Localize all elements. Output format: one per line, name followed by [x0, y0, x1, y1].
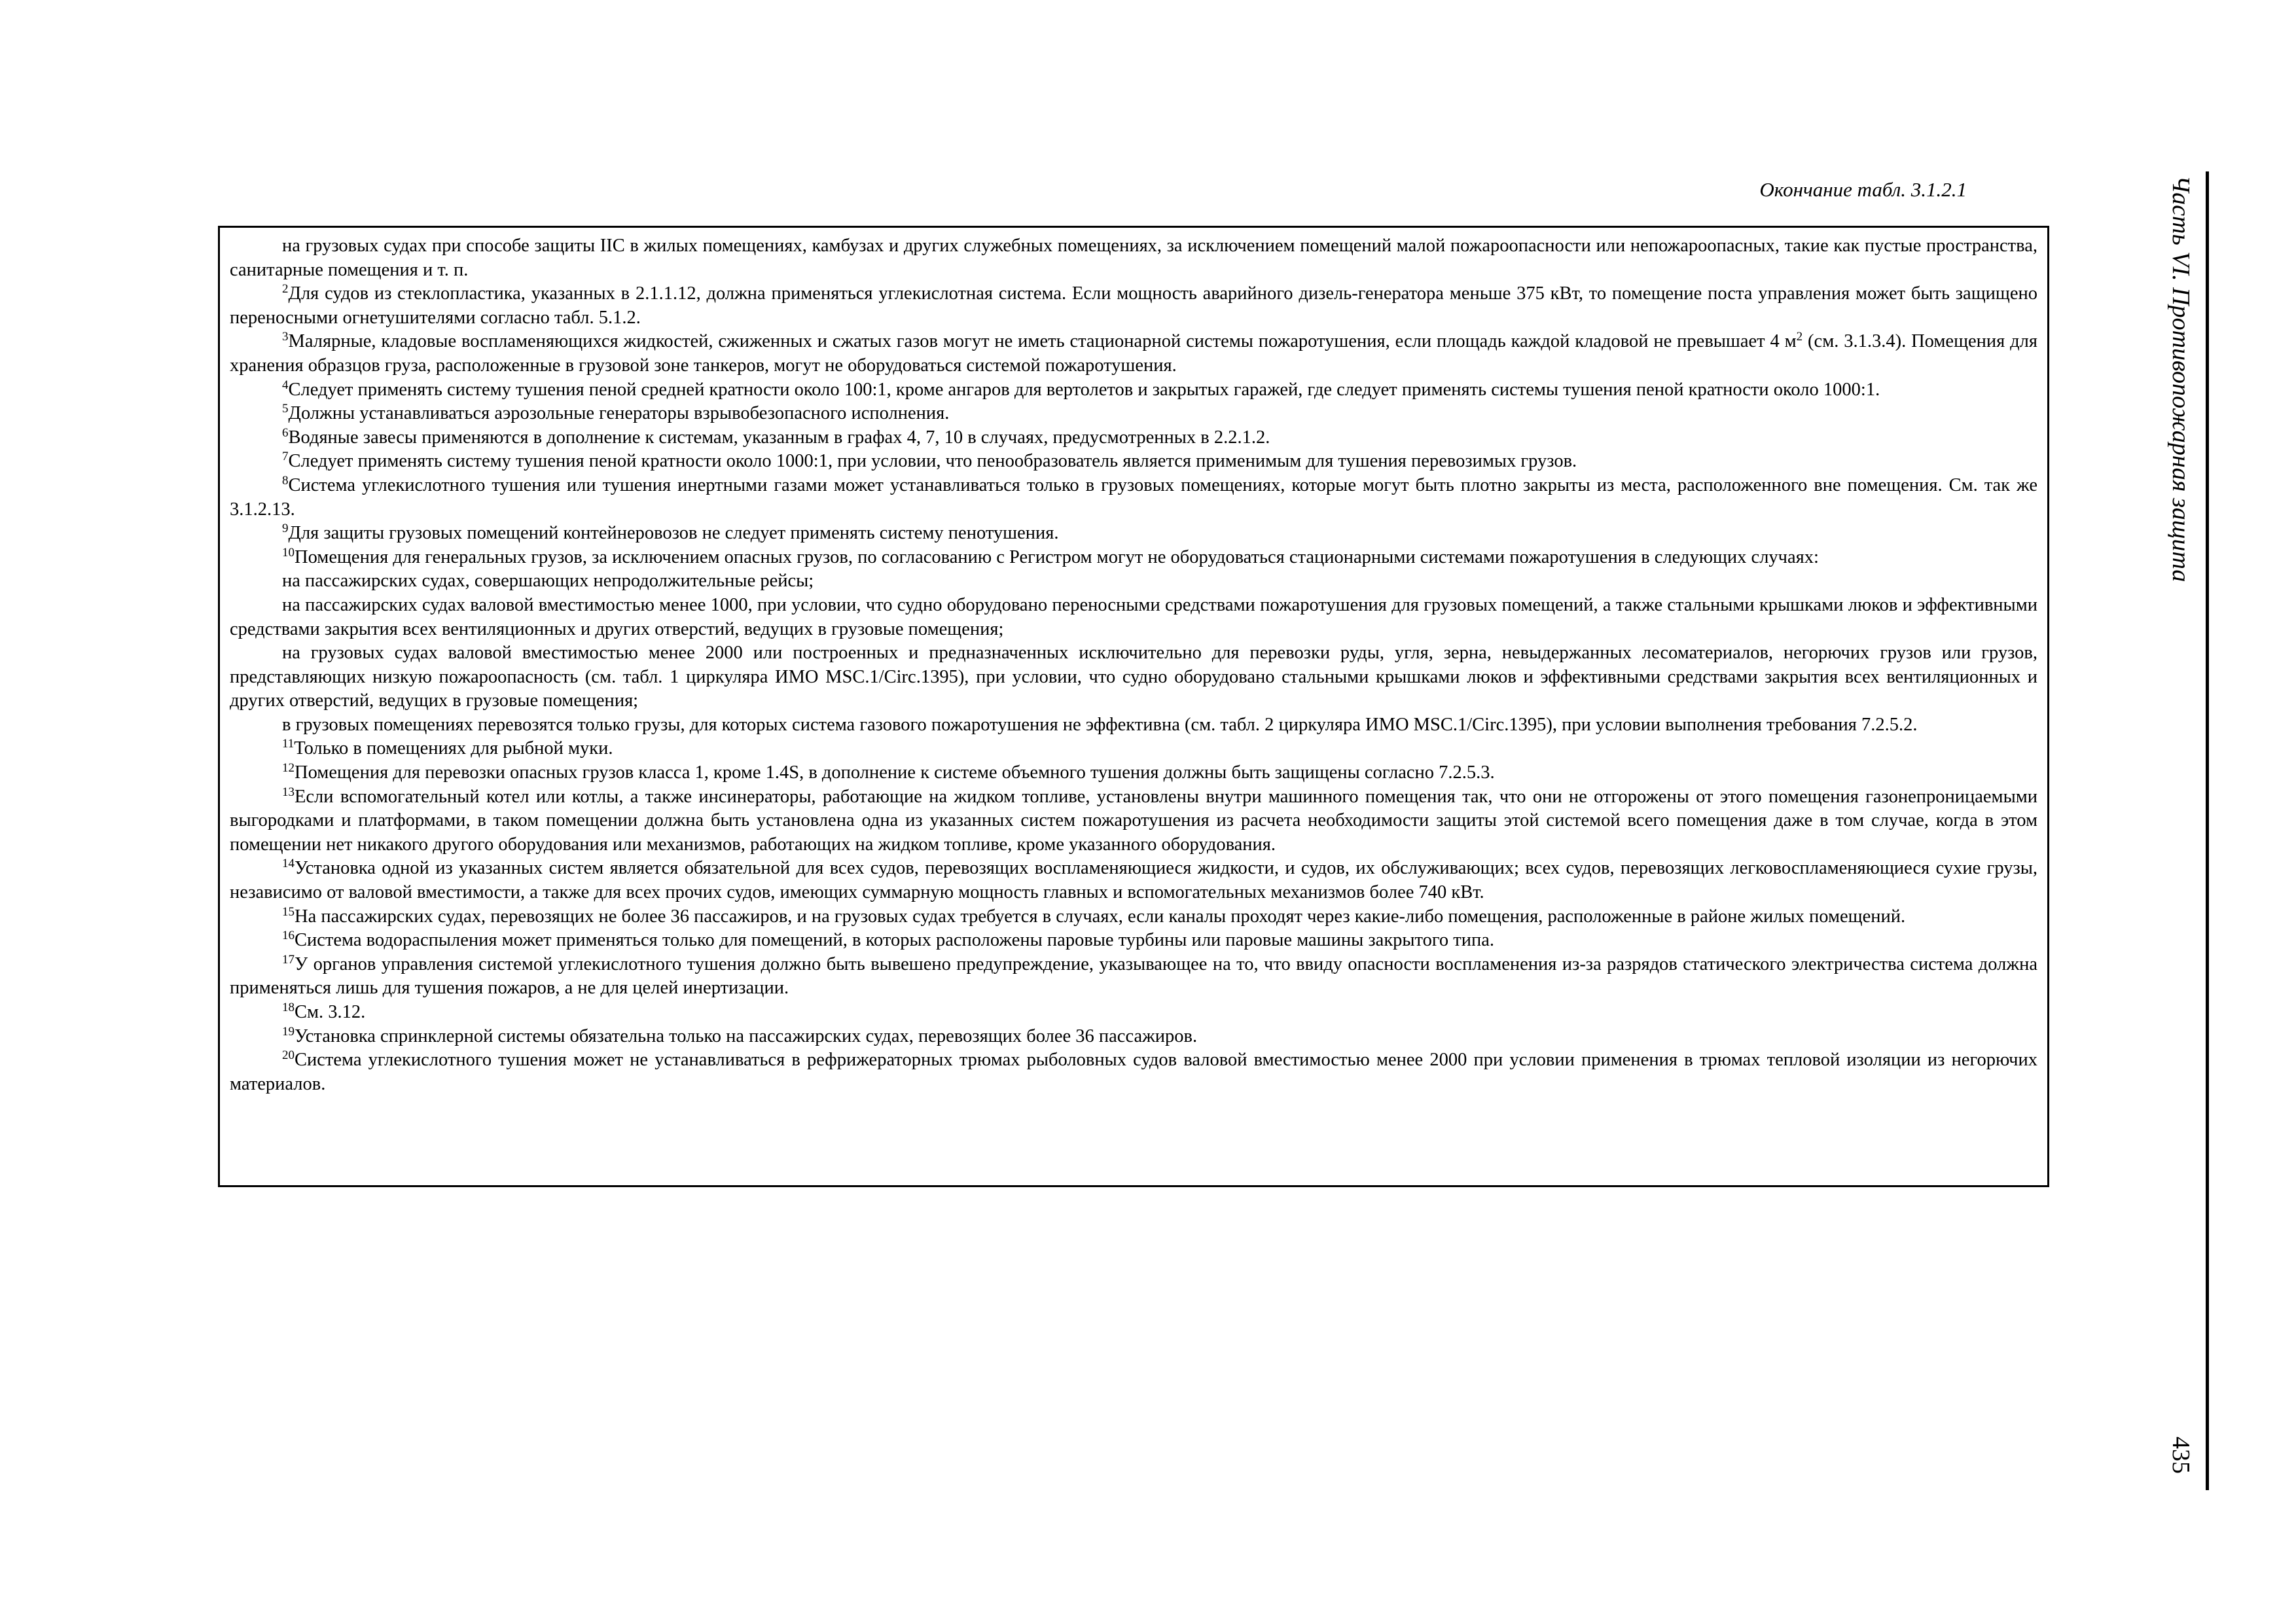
footnote-text: Система углекислотного тушения может не устанавливаться в рефрижераторных трюмах рыболовных судов валовой вместимостью менее 2000 при условии применения в трюмах тепловой изоляции из негорючих материалов.: [230, 1050, 2037, 1094]
footnote: [230, 953, 2037, 1001]
footnote-marker: 13: [282, 785, 295, 799]
footnote-text: Должны устанавливаться аэрозольные генераторы взрывобезопасного исполнения.: [288, 403, 950, 424]
footnote: [230, 569, 2037, 594]
footnotes-list: [230, 234, 2037, 1096]
footnote-marker: 4: [282, 378, 289, 392]
footnote-marker: 15: [282, 904, 295, 919]
footnote-text: Малярные, кладовые воспламеняющихся жидкостей, сжиженных и сжатых газов могут не иметь стационарной системы пожаротушения, если площадь каждой кладовой не превышает 4 м: [288, 331, 1797, 352]
footnote: [230, 402, 2037, 426]
footnote-text: Установка спринклерной системы обязательна только на пассажирских судах, перевозящих более 36 пассажиров.: [295, 1026, 1198, 1046]
footnote-text: См. 3.12.: [295, 1002, 366, 1022]
footnote-text: на пассажирских судах валовой вместимостью менее 1000, при условии, что судно оборудовано переносными средствами пожаротушения для грузовых помещений, а также стальными крышками люков и эффективными средствами закрытия всех вентиляционных и других отверстий, ведущих в грузовые помещения;: [230, 594, 2037, 639]
footnote-text: Только в помещениях для рыбной муки.: [294, 738, 613, 759]
footnote: [230, 761, 2037, 785]
footnote-marker: 2: [282, 282, 289, 296]
footnote-text-continued: (см. 3.1.3.4). Помещения для хранения образцов груза, расположенные в грузовой зоне танкеров, могут не оборудоваться системой пожаротушения.: [230, 331, 2037, 376]
footnote-text: Система водораспыления может применяться только для помещений, в которых расположены паровые турбины или паровые машины закрытого типа.: [295, 930, 1494, 951]
footnote-marker: 12: [282, 761, 295, 776]
table-continuation-caption: Окончание табл. 3.1.2.1: [1759, 178, 1967, 201]
footnote-marker: 18: [282, 1001, 295, 1014]
footnote-marker: 3: [282, 330, 289, 344]
footnote: [230, 330, 2037, 378]
footnote-marker: 5: [282, 402, 289, 416]
footnote: [230, 1025, 2037, 1049]
footnote: [230, 234, 2037, 282]
footnote-text: Помещения для перевозки опасных грузов класса 1, кроме 1.4S, в дополнение к системе объемного тушения должны быть защищены согласно 7.2.5.3.: [295, 762, 1495, 783]
footnote-marker: 6: [282, 425, 289, 440]
footnote: [230, 737, 2037, 761]
footnote: [230, 905, 2037, 929]
footnote: [230, 450, 2037, 474]
footnote-text: Для судов из стеклопластика, указанных в 2.1.1.12, должна применяться углекислотная система. Если мощность аварийного дизель-генератора меньше 375 кВт, то помещение поста управления может быть защищено переносными огнетушителями согласно табл. 5.1.2.: [230, 283, 2037, 328]
footnote-marker: 9: [282, 522, 289, 536]
vertical-rule: [2206, 171, 2209, 1490]
footnote: [230, 857, 2037, 904]
footnote-text: Система углекислотного тушения или тушения инертными газами может устанавливаться только в грузовых помещениях, которые могут быть плотно закрыты из места, расположенного вне помещения. См. так же 3.1.2.13.: [230, 474, 2037, 520]
footnote-marker: 16: [282, 929, 295, 943]
footnote-text: Если вспомогательный котел или котлы, а также инсинераторы, работающие на жидком топливе, установлены внутри машинного помещения так, что они не отгорожены от этого помещения газонепроницаемыми выгородками и платформами, в таком помещении должна быть установлена одна из указанных систем пожаротушения из расчета необходимости защиты этой системой всего помещения даже в том случае, когда в этом помещении нет никакого другого оборудования или механизмов, работающих на жидком топливе, кроме указанного оборудования.: [230, 786, 2037, 855]
page-number: 435: [2167, 1436, 2195, 1474]
footnote: [230, 641, 2037, 713]
footnote-marker: 19: [282, 1024, 295, 1039]
footnote-text: Установка одной из указанных систем является обязательной для всех судов, перевозящих воспламеняющиеся жидкости, и судов, их обслуживающих; всех судов, перевозящих легковоспламеняющиеся сухие грузы, независимо от валовой вместимости, а также для всех прочих судов, имеющих суммарную мощность главных и вспомогательных механизмов более 740 кВт.: [230, 858, 2037, 903]
superscript: 2: [1796, 330, 1803, 344]
footnote-marker: 11: [282, 737, 295, 751]
footnote: [230, 522, 2037, 546]
footnote-text: Водяные завесы применяются в дополнение к системам, указанным в графах 4, 7, 10 в случаях, предусмотренных в 2.2.1.2.: [288, 427, 1270, 448]
table-footnotes-frame: [218, 226, 2049, 1187]
footnote-text: Помещения для генеральных грузов, за исключением опасных грузов, по согласованию с Регистром могут не оборудоваться стационарными системами пожаротушения в следующих случаях:: [295, 546, 1819, 567]
footnote: [230, 1048, 2037, 1096]
footnote-marker: 8: [282, 473, 289, 488]
footnote: [230, 713, 2037, 738]
running-head: Часть VI. Противопожарная защита: [2167, 175, 2195, 582]
footnote: [230, 1001, 2037, 1025]
footnote-text: Следует применять систему тушения пеной средней кратности около 100:1, кроме ангаров для вертолетов и закрытых гаражей, где следует применять системы тушения пеной кратности около 1000:1.: [288, 379, 1880, 400]
footnote-marker: 20: [282, 1048, 295, 1063]
footnote-text: Следует применять систему тушения пеной кратности около 1000:1, при условии, что пенообразователь является применимым для тушения перевозимых грузов.: [288, 451, 1577, 472]
footnote-marker: 14: [282, 857, 295, 871]
footnote-text: на пассажирских судах, совершающих непродолжительные рейсы;: [282, 571, 814, 592]
footnote-marker: 10: [282, 545, 295, 560]
footnote: [230, 785, 2037, 857]
footnote-text: У органов управления системой углекислотного тушения должно быть вывешено предупреждение, указывающее на то, что ввиду опасности воспламенения из-за разрядов статического электричества система должна применяться лишь для тушения пожаров, а не для целей инертизации.: [230, 954, 2037, 999]
footnote: [230, 594, 2037, 641]
footnote: [230, 546, 2037, 570]
footnote: [230, 378, 2037, 402]
footnote-text: На пассажирских судах, перевозящих не более 36 пассажиров, и на грузовых судах требуется в случаях, если каналы проходят через какие-либо помещения, расположенные в районе жилых помещений.: [295, 906, 1906, 927]
footnote: [230, 282, 2037, 330]
footnote-marker: 7: [282, 450, 289, 464]
footnote-text: Для защиты грузовых помещений контейнеровозов не следует применять систему пенотушения.: [288, 523, 1059, 544]
footnote: [230, 474, 2037, 522]
footnote-text: в грузовых помещениях перевозятся только грузы, для которых система газового пожаротушения не эффективна (см. табл. 2 циркуляра ИМО MSC.1/Circ.1395), при условии выполнения требования 7.2.5.2.: [282, 714, 1918, 735]
footnote: [230, 426, 2037, 450]
footnote: [230, 929, 2037, 953]
footnote-text: на грузовых судах валовой вместимостью менее 2000 или построенных и предназначенных исключительно для перевозки руды, угля, зерна, невыдержанных лесоматериалов, негорючих грузов или грузов, представляющих низкую пожароопасность (см. табл. 1 циркуляра ИМО MSC.1/Circ.1395), при условии, что судно оборудовано стальными крышками люков и эффективными средствами закрытия всех вентиляционных и других отверстий, ведущих в грузовые помещения;: [230, 643, 2037, 711]
footnote-text: на грузовых судах при способе защиты IIC в жилых помещениях, камбузах и других служебных помещениях, за исключением помещений малой пожароопасности или непожароопасных, такие как пустые пространства, санитарные помещения и т. п.: [230, 236, 2037, 280]
footnote-marker: 17: [282, 952, 295, 967]
